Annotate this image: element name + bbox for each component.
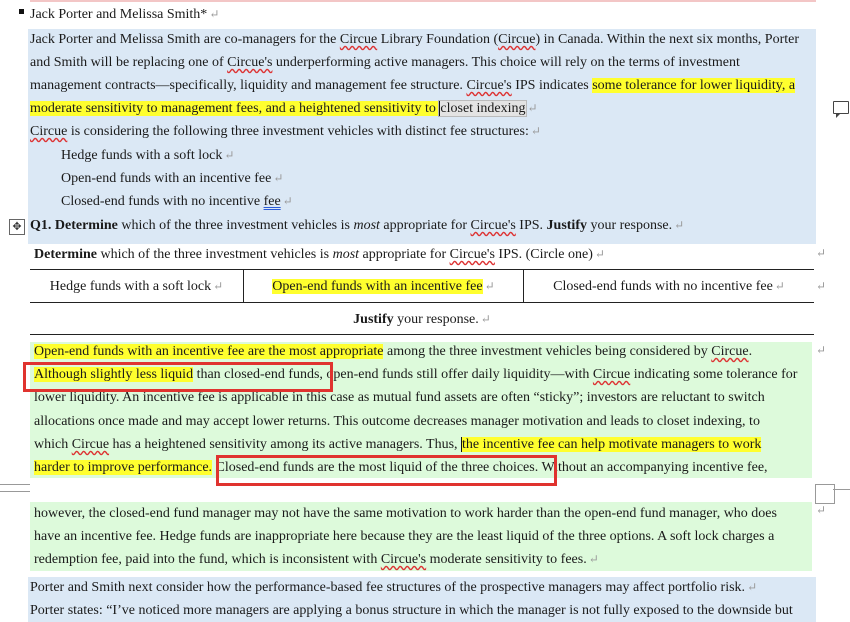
vehicle-1[interactable]: Hedge funds with a soft lock ↵ <box>61 148 235 163</box>
answer-line-5[interactable]: which Circue has a heightened sensitivity among its active managers. Thus, the incentive fee can help motivate managers to work <box>34 437 762 452</box>
table-rule <box>30 269 814 270</box>
comment-icon[interactable] <box>833 101 849 114</box>
intro-line-2[interactable]: and Smith will be replacing one of Circue's underperforming active managers. This choice will rely on the terms of investment <box>30 55 740 70</box>
top-border <box>30 0 816 2</box>
row-end-mark: ↵ <box>816 246 827 260</box>
table-rule <box>30 302 814 303</box>
consider-line[interactable]: Circue is considering the following three investment vehicles with distinct fee structures: ↵ <box>30 124 541 139</box>
annotation-box <box>216 455 557 486</box>
question-line[interactable]: Q1. Determine which of the three investment vehicles is most appropriate for Circue's IPS. Justify your response. ↵ <box>30 218 685 233</box>
bullet-icon <box>19 9 24 14</box>
option-hedge-funds[interactable]: Hedge funds with a soft lock ↵ <box>49 279 224 294</box>
table-move-icon[interactable]: ✥ <box>9 219 25 235</box>
row-end-mark: ↵ <box>816 279 827 293</box>
intro-line-3[interactable]: management contracts—specifically, liquidity and management fee structure. Circue's IPS indicates some tolerance for lower liquidity, a <box>30 78 796 93</box>
following-line-2[interactable]: Porter states: “I’ve noticed more managers are applying a bonus structure in which the manager is not fully exposed to the downside but <box>30 603 793 618</box>
answer-line-3[interactable]: lower liquidity. An incentive fee is applicable in this case as mutual fund assets are often “sticky”; investors are reluctant to switch <box>34 390 765 405</box>
answer-line-8[interactable]: have an incentive fee. Hedge funds are inappropriate here because they are the least liquid of the three options. A soft lock charges a <box>34 529 775 544</box>
table-justify-row[interactable]: Justify your response. ↵ <box>353 312 491 327</box>
page-break-marker <box>833 489 850 490</box>
row-end-mark: ↵ <box>816 343 827 357</box>
answer-line-7[interactable]: however, the closed-end fund manager may not have the same motivation to work harder than the open-end fund manager, who does <box>34 506 777 521</box>
intro-line-4[interactable]: moderate sensitivity to management fees, and a heightened sensitivity to closet indexing ↵ <box>30 101 538 116</box>
table-rule <box>30 334 814 335</box>
answer-line-6[interactable]: harder to improve performance. Closed-end funds are the most liquid of the three choices. Without an accompanying incentive fee, <box>34 460 768 475</box>
option-open-end-funds[interactable]: Open-end funds with an incentive fee ↵ <box>272 279 495 294</box>
answer-line-2[interactable]: Although slightly less liquid than closed-end funds, open-end funds still offer daily liquidity—with Circue indicating some tolerance for <box>34 367 798 382</box>
intro-line-1[interactable]: Jack Porter and Melissa Smith are co-managers for the Circue Library Foundation (Circue) in Canada. Within the next six months, Porter <box>30 32 800 47</box>
annotation-box <box>23 362 333 392</box>
page-break-box <box>815 484 835 504</box>
option-closed-end-funds[interactable]: Closed-end funds with no incentive fee ↵ <box>553 279 785 294</box>
page-break-marker <box>0 484 30 492</box>
answer-line-4[interactable]: allocations once made and may accept lower returns. This outcome decreases manager motivation and leads to closet indexing, to <box>34 414 760 429</box>
row-end-mark: ↵ <box>816 503 827 517</box>
vehicle-2[interactable]: Open-end funds with an incentive fee ↵ <box>61 171 284 186</box>
answer-line-9[interactable]: redemption fee, paid into the fund, which is inconsistent with Circue's moderate sensitivity to fees. ↵ <box>34 552 599 567</box>
answer-line-1[interactable]: Open-end funds with an incentive fee are the most appropriate among the three investment vehicles being considered by Circue. <box>34 344 753 359</box>
vehicle-3[interactable]: Closed-end funds with no incentive fee ↵ <box>61 194 293 209</box>
selected-text: closet indexing <box>440 101 526 116</box>
table-determine-row[interactable]: Determine which of the three investment vehicles is most appropriate for Circue's IPS. (Circle one) ↵ <box>34 247 605 262</box>
following-line-1[interactable]: Porter and Smith next consider how the performance-based fee structures of the prospective managers may affect portfolio risk. ↵ <box>30 580 758 595</box>
heading[interactable]: Jack Porter and Melissa Smith* ↵ <box>30 7 220 22</box>
